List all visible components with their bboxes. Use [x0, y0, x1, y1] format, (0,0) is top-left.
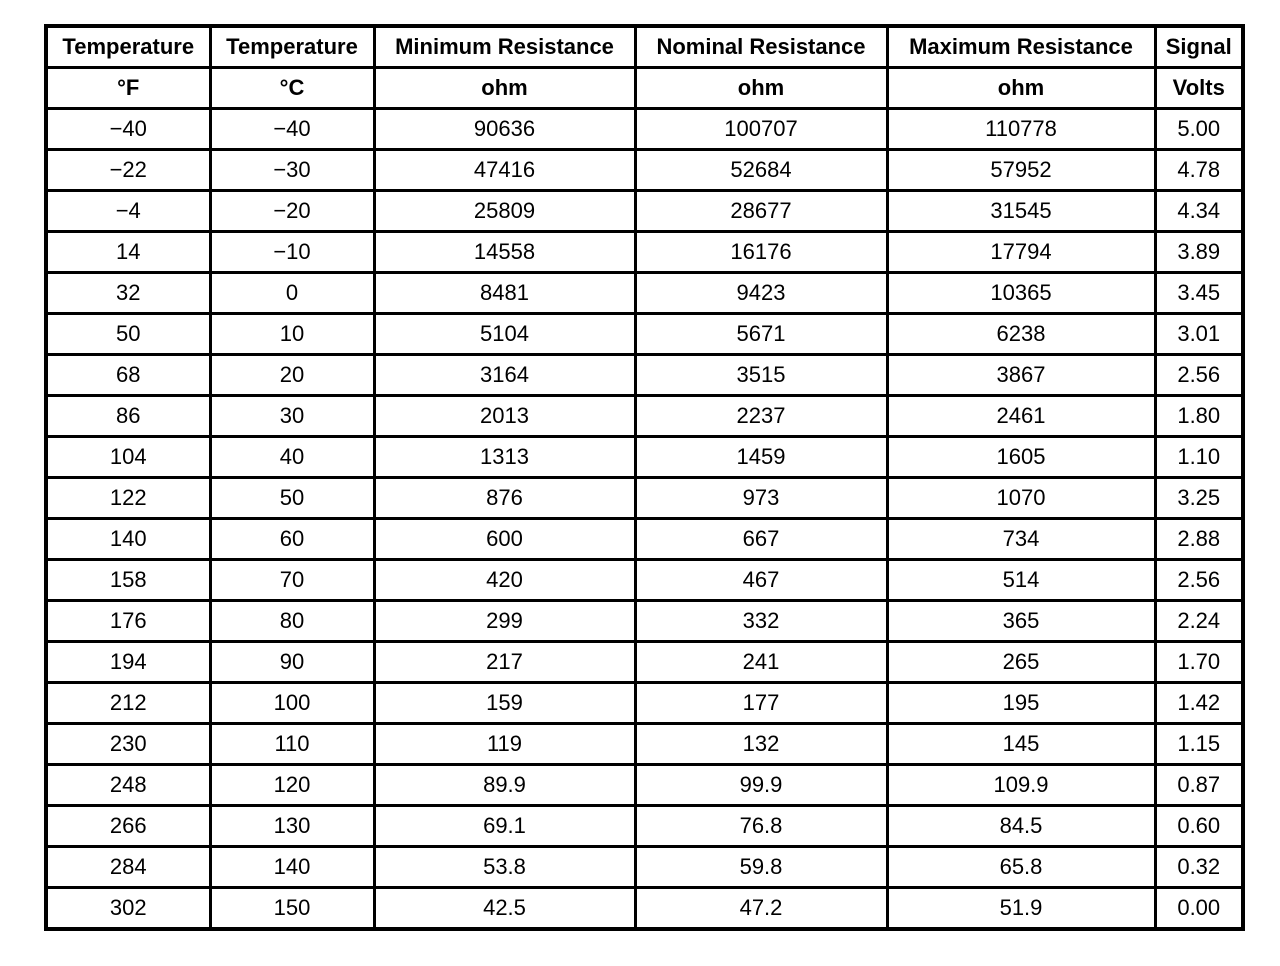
cell-temp-c: 70 [210, 560, 374, 601]
cell-temp-c: −20 [210, 191, 374, 232]
cell-max-resistance: 734 [887, 519, 1155, 560]
header-minimum-resistance: Minimum Resistance [374, 26, 635, 68]
cell-nominal-resistance: 76.8 [635, 806, 887, 847]
table-row [46, 355, 1243, 396]
cell-temp-f: 230 [46, 724, 210, 765]
header-units-row [46, 68, 1243, 109]
table-row [46, 847, 1243, 888]
cell-temp-f: 248 [46, 765, 210, 806]
cell-nominal-resistance: 59.8 [635, 847, 887, 888]
cell-nominal-resistance: 28677 [635, 191, 887, 232]
cell-signal-volts: 0.87 [1155, 765, 1243, 806]
cell-nominal-resistance: 467 [635, 560, 887, 601]
cell-min-resistance: 42.5 [374, 888, 635, 930]
resistance-table [44, 24, 1245, 931]
cell-min-resistance: 5104 [374, 314, 635, 355]
header-nominal-resistance: Nominal Resistance [635, 26, 887, 68]
unit-ohm-min: ohm [374, 68, 635, 109]
cell-temp-c: 20 [210, 355, 374, 396]
table-row [46, 273, 1243, 314]
table-row [46, 765, 1243, 806]
cell-min-resistance: 2013 [374, 396, 635, 437]
cell-max-resistance: 514 [887, 560, 1155, 601]
cell-max-resistance: 84.5 [887, 806, 1155, 847]
cell-min-resistance: 14558 [374, 232, 635, 273]
cell-temp-c: −40 [210, 109, 374, 150]
unit-fahrenheit: °F [46, 68, 210, 109]
cell-nominal-resistance: 100707 [635, 109, 887, 150]
cell-max-resistance: 110778 [887, 109, 1155, 150]
table-row [46, 724, 1243, 765]
cell-nominal-resistance: 5671 [635, 314, 887, 355]
cell-temp-c: 80 [210, 601, 374, 642]
table-row [46, 806, 1243, 847]
table-row [46, 888, 1243, 930]
cell-min-resistance: 69.1 [374, 806, 635, 847]
cell-min-resistance: 876 [374, 478, 635, 519]
cell-max-resistance: 145 [887, 724, 1155, 765]
cell-temp-c: −30 [210, 150, 374, 191]
cell-min-resistance: 600 [374, 519, 635, 560]
cell-temp-f: 140 [46, 519, 210, 560]
cell-signal-volts: 1.10 [1155, 437, 1243, 478]
cell-signal-volts: 4.78 [1155, 150, 1243, 191]
cell-temp-f: 212 [46, 683, 210, 724]
table-row [46, 519, 1243, 560]
table-row [46, 191, 1243, 232]
cell-temp-f: 86 [46, 396, 210, 437]
cell-nominal-resistance: 241 [635, 642, 887, 683]
cell-max-resistance: 1070 [887, 478, 1155, 519]
cell-nominal-resistance: 667 [635, 519, 887, 560]
cell-signal-volts: 1.15 [1155, 724, 1243, 765]
cell-min-resistance: 25809 [374, 191, 635, 232]
cell-temp-c: 0 [210, 273, 374, 314]
table-row [46, 560, 1243, 601]
cell-temp-c: 10 [210, 314, 374, 355]
header-signal: Signal [1155, 26, 1243, 68]
cell-min-resistance: 420 [374, 560, 635, 601]
cell-max-resistance: 51.9 [887, 888, 1155, 930]
cell-temp-c: 40 [210, 437, 374, 478]
cell-temp-c: 120 [210, 765, 374, 806]
cell-max-resistance: 10365 [887, 273, 1155, 314]
unit-volts: Volts [1155, 68, 1243, 109]
cell-temp-c: 30 [210, 396, 374, 437]
cell-temp-f: 104 [46, 437, 210, 478]
cell-temp-f: −4 [46, 191, 210, 232]
cell-min-resistance: 3164 [374, 355, 635, 396]
cell-max-resistance: 17794 [887, 232, 1155, 273]
cell-temp-f: 158 [46, 560, 210, 601]
cell-nominal-resistance: 52684 [635, 150, 887, 191]
cell-signal-volts: 0.00 [1155, 888, 1243, 930]
cell-nominal-resistance: 973 [635, 478, 887, 519]
cell-temp-c: 90 [210, 642, 374, 683]
cell-temp-c: 60 [210, 519, 374, 560]
cell-max-resistance: 31545 [887, 191, 1155, 232]
cell-temp-f: 50 [46, 314, 210, 355]
table-row [46, 232, 1243, 273]
cell-max-resistance: 365 [887, 601, 1155, 642]
cell-signal-volts: 5.00 [1155, 109, 1243, 150]
cell-temp-f: 68 [46, 355, 210, 396]
cell-temp-f: 194 [46, 642, 210, 683]
cell-signal-volts: 2.24 [1155, 601, 1243, 642]
cell-signal-volts: 1.80 [1155, 396, 1243, 437]
cell-signal-volts: 3.89 [1155, 232, 1243, 273]
cell-max-resistance: 109.9 [887, 765, 1155, 806]
cell-nominal-resistance: 132 [635, 724, 887, 765]
cell-nominal-resistance: 2237 [635, 396, 887, 437]
cell-signal-volts: 2.56 [1155, 355, 1243, 396]
unit-celsius: °C [210, 68, 374, 109]
cell-signal-volts: 2.88 [1155, 519, 1243, 560]
cell-signal-volts: 3.25 [1155, 478, 1243, 519]
cell-min-resistance: 1313 [374, 437, 635, 478]
cell-temp-c: 140 [210, 847, 374, 888]
header-temperature-f: Temperature [46, 26, 210, 68]
cell-nominal-resistance: 177 [635, 683, 887, 724]
table-row [46, 683, 1243, 724]
header-title-row [46, 26, 1243, 68]
cell-nominal-resistance: 99.9 [635, 765, 887, 806]
cell-max-resistance: 57952 [887, 150, 1155, 191]
cell-temp-c: 50 [210, 478, 374, 519]
cell-temp-c: 130 [210, 806, 374, 847]
cell-max-resistance: 195 [887, 683, 1155, 724]
table-row [46, 396, 1243, 437]
cell-min-resistance: 159 [374, 683, 635, 724]
cell-signal-volts: 0.32 [1155, 847, 1243, 888]
cell-temp-f: −22 [46, 150, 210, 191]
cell-nominal-resistance: 1459 [635, 437, 887, 478]
cell-signal-volts: 4.34 [1155, 191, 1243, 232]
cell-nominal-resistance: 47.2 [635, 888, 887, 930]
cell-max-resistance: 6238 [887, 314, 1155, 355]
cell-temp-c: 150 [210, 888, 374, 930]
cell-signal-volts: 3.45 [1155, 273, 1243, 314]
header-maximum-resistance: Maximum Resistance [887, 26, 1155, 68]
table-row [46, 314, 1243, 355]
cell-min-resistance: 47416 [374, 150, 635, 191]
cell-min-resistance: 8481 [374, 273, 635, 314]
table-row [46, 150, 1243, 191]
cell-max-resistance: 265 [887, 642, 1155, 683]
cell-temp-f: 122 [46, 478, 210, 519]
cell-temp-f: 284 [46, 847, 210, 888]
table-row [46, 642, 1243, 683]
cell-min-resistance: 217 [374, 642, 635, 683]
cell-signal-volts: 3.01 [1155, 314, 1243, 355]
table-row [46, 478, 1243, 519]
cell-signal-volts: 1.42 [1155, 683, 1243, 724]
table-row [46, 109, 1243, 150]
cell-min-resistance: 53.8 [374, 847, 635, 888]
cell-nominal-resistance: 332 [635, 601, 887, 642]
unit-ohm-nominal: ohm [635, 68, 887, 109]
unit-ohm-max: ohm [887, 68, 1155, 109]
cell-min-resistance: 90636 [374, 109, 635, 150]
cell-min-resistance: 119 [374, 724, 635, 765]
cell-signal-volts: 1.70 [1155, 642, 1243, 683]
cell-temp-c: 100 [210, 683, 374, 724]
cell-temp-f: 14 [46, 232, 210, 273]
cell-signal-volts: 0.60 [1155, 806, 1243, 847]
cell-max-resistance: 65.8 [887, 847, 1155, 888]
cell-temp-f: 266 [46, 806, 210, 847]
table-row [46, 437, 1243, 478]
cell-signal-volts: 2.56 [1155, 560, 1243, 601]
cell-min-resistance: 299 [374, 601, 635, 642]
cell-nominal-resistance: 16176 [635, 232, 887, 273]
cell-temp-f: 302 [46, 888, 210, 930]
cell-nominal-resistance: 3515 [635, 355, 887, 396]
table-body [46, 109, 1243, 930]
cell-temp-f: −40 [46, 109, 210, 150]
cell-temp-f: 176 [46, 601, 210, 642]
cell-temp-c: −10 [210, 232, 374, 273]
cell-max-resistance: 3867 [887, 355, 1155, 396]
cell-nominal-resistance: 9423 [635, 273, 887, 314]
cell-temp-c: 110 [210, 724, 374, 765]
header-temperature-c: Temperature [210, 26, 374, 68]
cell-max-resistance: 2461 [887, 396, 1155, 437]
table-row [46, 601, 1243, 642]
cell-max-resistance: 1605 [887, 437, 1155, 478]
cell-temp-f: 32 [46, 273, 210, 314]
cell-min-resistance: 89.9 [374, 765, 635, 806]
